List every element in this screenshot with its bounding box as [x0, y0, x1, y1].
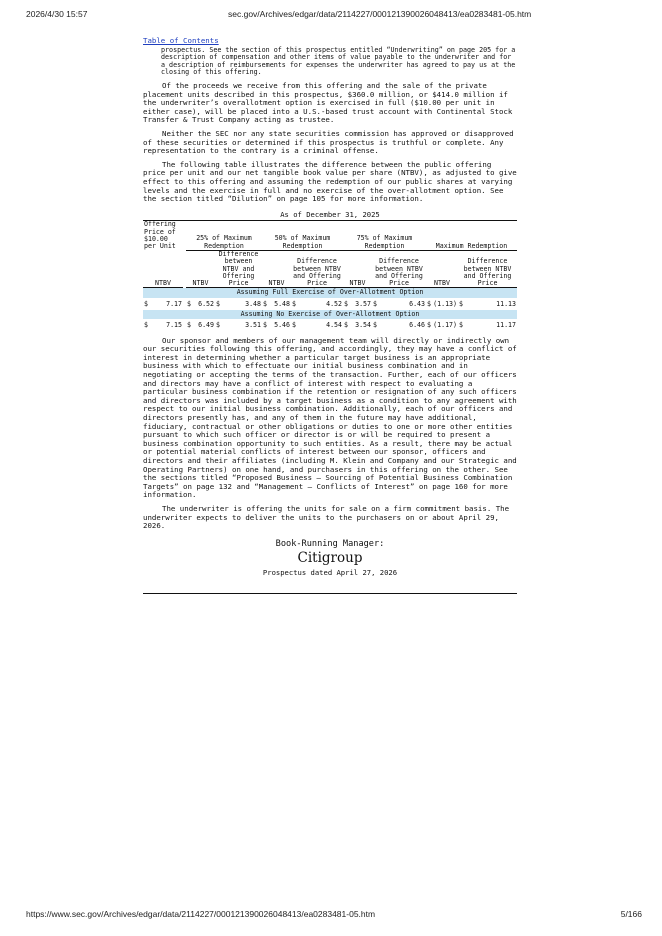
table-cell: 5.46: [274, 321, 290, 330]
table-cell: 3.57: [355, 299, 371, 308]
group-header-25: 25% of Maximum Redemption: [186, 221, 262, 251]
subheader-difference: Difference between NTBV and Offering Price: [372, 250, 426, 287]
paragraph-table-intro: The following table illustrates the difference between the public offering price per unit and our net tangible book value per share (NTBV), as adjusted to give effect to this offering and assuming the redemption of our public shares at varying levels and the exercise in full and no exercise of the over-allotment option. See the section titled “Dilution” on page 105 for more information.: [143, 159, 517, 204]
table-cell: 6.49: [198, 321, 214, 330]
table-cell: 6.43: [409, 299, 425, 308]
document-body: [143, 37, 517, 594]
table-subheader-row: [143, 250, 517, 287]
subheader-ntbv: NTBV: [262, 250, 291, 287]
currency-sign: $: [344, 299, 348, 308]
currency-sign: $: [263, 321, 267, 330]
currency-sign: $: [427, 321, 431, 330]
browser-print-header: [26, 9, 642, 23]
currency-sign: $: [427, 299, 431, 308]
band-label: Assuming No Exercise of Over-Allotment Option: [143, 310, 517, 319]
currency-sign: $: [373, 299, 377, 308]
end-rule: [143, 593, 517, 594]
currency-sign: $: [292, 321, 296, 330]
currency-sign: $: [344, 321, 348, 330]
table-cell: 7.17: [166, 299, 182, 308]
paragraph-conflicts: Our sponsor and members of our management team will directly or indirectly own our securities following this offering, and accordingly, they may have a conflict of interest in determining whether a particular target business is an appropriate business with which to effectuate our initial business combination and in negotiating or accepting the terms of the transaction. Further, each of our officers and directors may have a conflict of interest with respect to evaluating a particular business combination if the retention or resignation of any such officers and directors was included by a target business as a condition to any agreement with respect to our initial business combination. Additionally, each of our officers and directors presently has, and any of them in the future may have additional, fiduciary, contractual or other obligations or duties to one or more other entities pursuant to which such officer or director is or will be required to present a business combination opportunity to such entities. As a result, there may be actual or potential material conflicts of interest between our sponsor, officers and directors and their affiliates (including M. Klein and Company and our Strategic and Operating Partners) on one hand, and purchasers in this offering on the other. See the sections titled “Proposed Business — Sourcing of Potential Business Combination Targets” on page 132 and “Management — Conflicts of Interest” on page 160 for more information.: [143, 335, 517, 500]
print-page-title: sec.gov/Archives/edgar/data/2114227/000121390026048413/ea0283481-05.htm: [228, 9, 532, 19]
band-row-full-exercise: [143, 288, 517, 298]
table-cell: 7.15: [166, 321, 182, 330]
dilution-table: [143, 220, 517, 331]
group-header-50: 50% of Maximum Redemption: [262, 221, 343, 251]
table-cell: 5.48: [274, 299, 290, 308]
table-cell: 4.54: [326, 321, 342, 330]
table-header-row: [143, 221, 517, 251]
table-cell: 11.13: [496, 299, 516, 308]
bookrunner-name: Citigroup: [297, 550, 363, 567]
paragraph-trust-account: Of the proceeds we receive from this offering and the sale of the private placement units described in this prospectus, $360.0 million, or $414.0 million if the underwriter’s overallotment option is exercised in full ($10.00 per unit in either case), will be placed into a U.S.-based trust account with Continental Stock Transfer & Trust Company acting as trustee.: [143, 80, 513, 125]
currency-sign: $: [459, 321, 463, 330]
footnote-text: prospectus. See the section of this prospectus entitled “Underwriting” on page 205 for a description of compensation and other items of value payable to the underwriter and for a description of reimbursements for expenses the underwriter has agreed to pay us at the closing of this offering.: [161, 45, 516, 77]
subheader-ntbv: NTBV: [343, 250, 372, 287]
currency-sign: $: [263, 299, 267, 308]
print-url: https://www.sec.gov/Archives/edgar/data/2114227/000121390026048413/ea0283481-05.htm: [26, 909, 376, 919]
bookrunner-label: Book-Running Manager:: [275, 538, 385, 549]
table-cell: 3.51: [245, 321, 261, 330]
group-header-75: 75% of Maximum Redemption: [343, 221, 426, 251]
table-row: [143, 319, 517, 331]
table-cell: 3.48: [245, 299, 261, 308]
table-of-contents-link[interactable]: Table of Contents: [143, 36, 219, 45]
currency-sign: $: [216, 321, 220, 330]
subheader-ntbv: NTBV: [143, 250, 183, 287]
table-cell: 11.17: [496, 321, 516, 330]
currency-sign: $: [144, 321, 148, 330]
offering-price-header: Offering Price of $10.00 per Unit: [143, 221, 183, 251]
table-cell: (1.13): [433, 299, 457, 308]
browser-print-footer: [26, 909, 642, 923]
currency-sign: $: [292, 299, 296, 308]
band-label: Assuming Full Exercise of Over-Allotment Option: [143, 288, 517, 298]
table-cell: 6.46: [409, 321, 425, 330]
table-cell: 6.52: [198, 299, 214, 308]
paragraph-underwriter: The underwriter is offering the units for sale on a firm commitment basis. The underwriter expects to deliver the units to the purchasers on or about April 29, 2026.: [143, 503, 510, 531]
prospectus-date: Prospectus dated April 27, 2026: [262, 567, 398, 577]
subheader-ntbv: NTBV: [186, 250, 215, 287]
band-row-no-exercise: [143, 310, 517, 319]
print-page-number: 5/166: [620, 909, 642, 919]
subheader-difference: Difference between NTBV and Offering Price: [215, 250, 262, 287]
subheader-ntbv: NTBV: [426, 250, 458, 287]
paragraph-sec-disclaimer: Neither the SEC nor any state securities commission has approved or disapproved of these securities or determined if this prospectus is truthful or complete. Any representation to the contrary is a criminal offense.: [143, 128, 514, 156]
group-header-max: Maximum Redemption: [426, 221, 517, 251]
subheader-difference: Difference between NTBV and Offering Price: [458, 250, 517, 287]
currency-sign: $: [373, 321, 377, 330]
print-datetime: 2026/4/30 15:57: [26, 9, 88, 19]
table-title: As of December 31, 2025: [280, 209, 380, 219]
currency-sign: $: [216, 299, 220, 308]
table-cell: (1.17): [433, 321, 457, 330]
subheader-difference: Difference between NTBV and Offering Price: [291, 250, 343, 287]
currency-sign: $: [187, 299, 191, 308]
currency-sign: $: [144, 299, 148, 308]
table-cell: 4.52: [326, 299, 342, 308]
table-row: [143, 298, 517, 310]
currency-sign: $: [459, 299, 463, 308]
table-cell: 3.54: [355, 321, 371, 330]
currency-sign: $: [187, 321, 191, 330]
